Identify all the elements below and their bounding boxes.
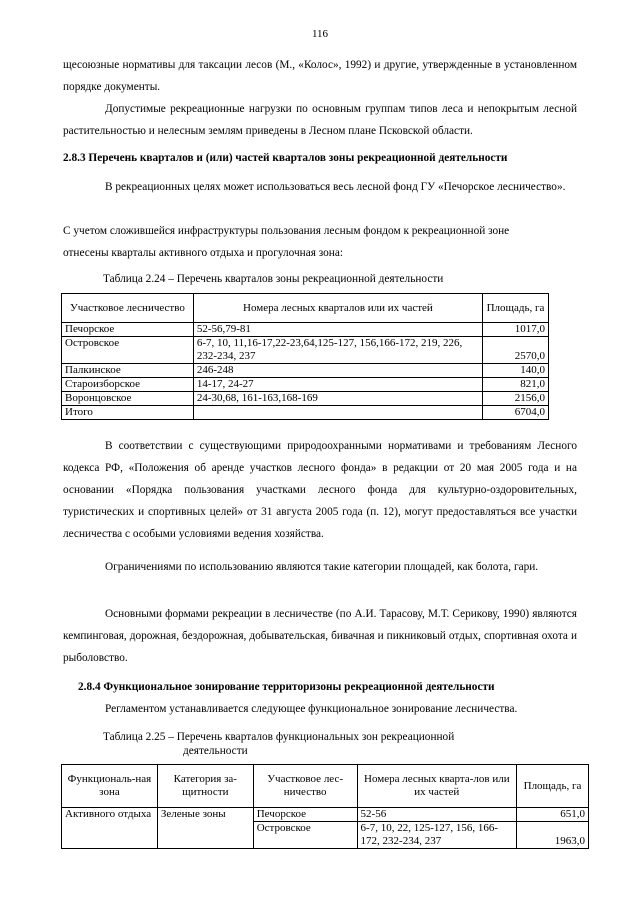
table-row: [62, 808, 589, 822]
header-cell: Участковое лес-ничество: [253, 765, 357, 808]
table-cell: Староизборское: [62, 378, 194, 392]
table-row: [62, 378, 549, 392]
paragraph-8: Регламентом устанавливается следующее функциональное зонирование лесничества.: [105, 703, 518, 715]
table-cell: Печорское: [62, 323, 194, 337]
table-2-25-caption-line2: деятельности: [183, 745, 248, 757]
header-cell: Номера лесных кварта-лов или их частей: [357, 765, 517, 808]
zone-cell: Активного отдыха: [62, 808, 158, 849]
heading-2-8-3: 2.8.3 Перечень кварталов и (или) частей кварталов зоны рекреационной деятельности: [63, 152, 508, 164]
header-cell: Участковое лесничество: [62, 294, 194, 323]
table-cell: 52-56: [357, 808, 517, 822]
table-cell: 6704,0: [483, 406, 549, 420]
table-cell: Печорское: [253, 808, 357, 822]
table-cell: 1963,0: [517, 822, 589, 849]
table-cell: 6-7, 10, 11,16-17,22-23,64,125-127, 156,166-172, 219, 226, 232-234, 237: [193, 337, 482, 364]
paragraph-2: Допустимые рекреационные нагрузки по основным группам типов леса и непокрытым лесной растительностью и нелесным землям приведены в Лесном плане Псковской области.: [63, 103, 577, 137]
header-cell: Функциональ-ная зона: [62, 765, 158, 808]
page-number: 116: [311, 28, 329, 40]
table-total-row: [62, 406, 549, 420]
table-row: [62, 323, 549, 337]
table-cell: 24-30,68, 161-163,168-169: [193, 392, 482, 406]
table-2-25: [61, 764, 589, 849]
table-cell: 2156,0: [483, 392, 549, 406]
table-2-25-caption-line1: Таблица 2.25 – Перечень кварталов функциональных зон рекреационной: [103, 731, 455, 743]
paragraph-4: С учетом сложившейся инфраструктуры пользования лесным фондом к рекреационной зоне отнесены кварталы активного отдыха и прогулочная зона:: [63, 225, 510, 259]
table-cell: 246-248: [193, 364, 482, 378]
table-cell: Островское: [253, 822, 357, 849]
paragraph-7: Основными формами рекреации в лесничестве (по А.И. Тарасову, М.Т. Серикову, 1990) являются кемпинговая, дорожная, бездорожная, добывательская, бивачная и пикниковый отдых, спортивная охота и рыболовство.: [63, 608, 577, 664]
table-2-24: [61, 293, 549, 420]
table-cell: Островское: [62, 337, 194, 364]
table-cell: 2570,0: [483, 337, 549, 364]
table-cell: 14-17, 24-27: [193, 378, 482, 392]
header-cell: Номера лесных кварталов или их частей: [193, 294, 482, 323]
table-cell: 821,0: [483, 378, 549, 392]
paragraph-6: Ограничениями по использованию являются такие категории площадей, как болота, гари.: [105, 561, 539, 573]
paragraph-3: В рекреационных целях может использоваться весь лесной фонд ГУ «Печорское лесничество».: [105, 181, 566, 193]
category-cell: Зеленые зоны: [157, 808, 253, 849]
table-row: [62, 337, 549, 364]
header-cell: Площадь, га: [483, 294, 549, 323]
heading-2-8-4: 2.8.4 Функциональное зонирование территоризоны рекреационной деятельности: [78, 681, 495, 693]
table-cell: 1017,0: [483, 323, 549, 337]
table-cell: 6-7, 10, 22, 125-127, 156, 166-172, 232-234, 237: [357, 822, 517, 849]
table-header-row: [62, 294, 549, 323]
paragraph-5: В соответствии с существующими природоохранными нормативами и требованиям Лесного кодекса РФ, «Положения об аренде участков лесного фонда» в редакции от 20 мая 2005 года и на основании «Порядка пользования участками лесного фонда для культурно-оздоровительных, туристических и спортивных целей» от 31 августа 2005 года (п. 12), могут предоставляться все участки лесничества с особыми условиями ведения хозяйства.: [63, 440, 577, 540]
table-cell: 651,0: [517, 808, 589, 822]
table-cell: [193, 406, 482, 420]
table-cell: 52-56,79-81: [193, 323, 482, 337]
table-row: [62, 364, 549, 378]
table-cell: Воронцовское: [62, 392, 194, 406]
table-cell: Палкинское: [62, 364, 194, 378]
table-cell: Итого: [62, 406, 194, 420]
table-row: [62, 392, 549, 406]
paragraph-1: щесоюзные нормативы для таксации лесов (М., «Колос», 1992) и другие, утвержденные в установленном порядке документы.: [63, 59, 577, 93]
table-cell: 140,0: [483, 364, 549, 378]
table-2-24-caption: Таблица 2.24 – Перечень кварталов зоны рекреационной деятельности: [103, 273, 444, 285]
header-cell: Площадь, га: [517, 765, 589, 808]
header-cell: Категория за-щитности: [157, 765, 253, 808]
table-header-row: [62, 765, 589, 808]
